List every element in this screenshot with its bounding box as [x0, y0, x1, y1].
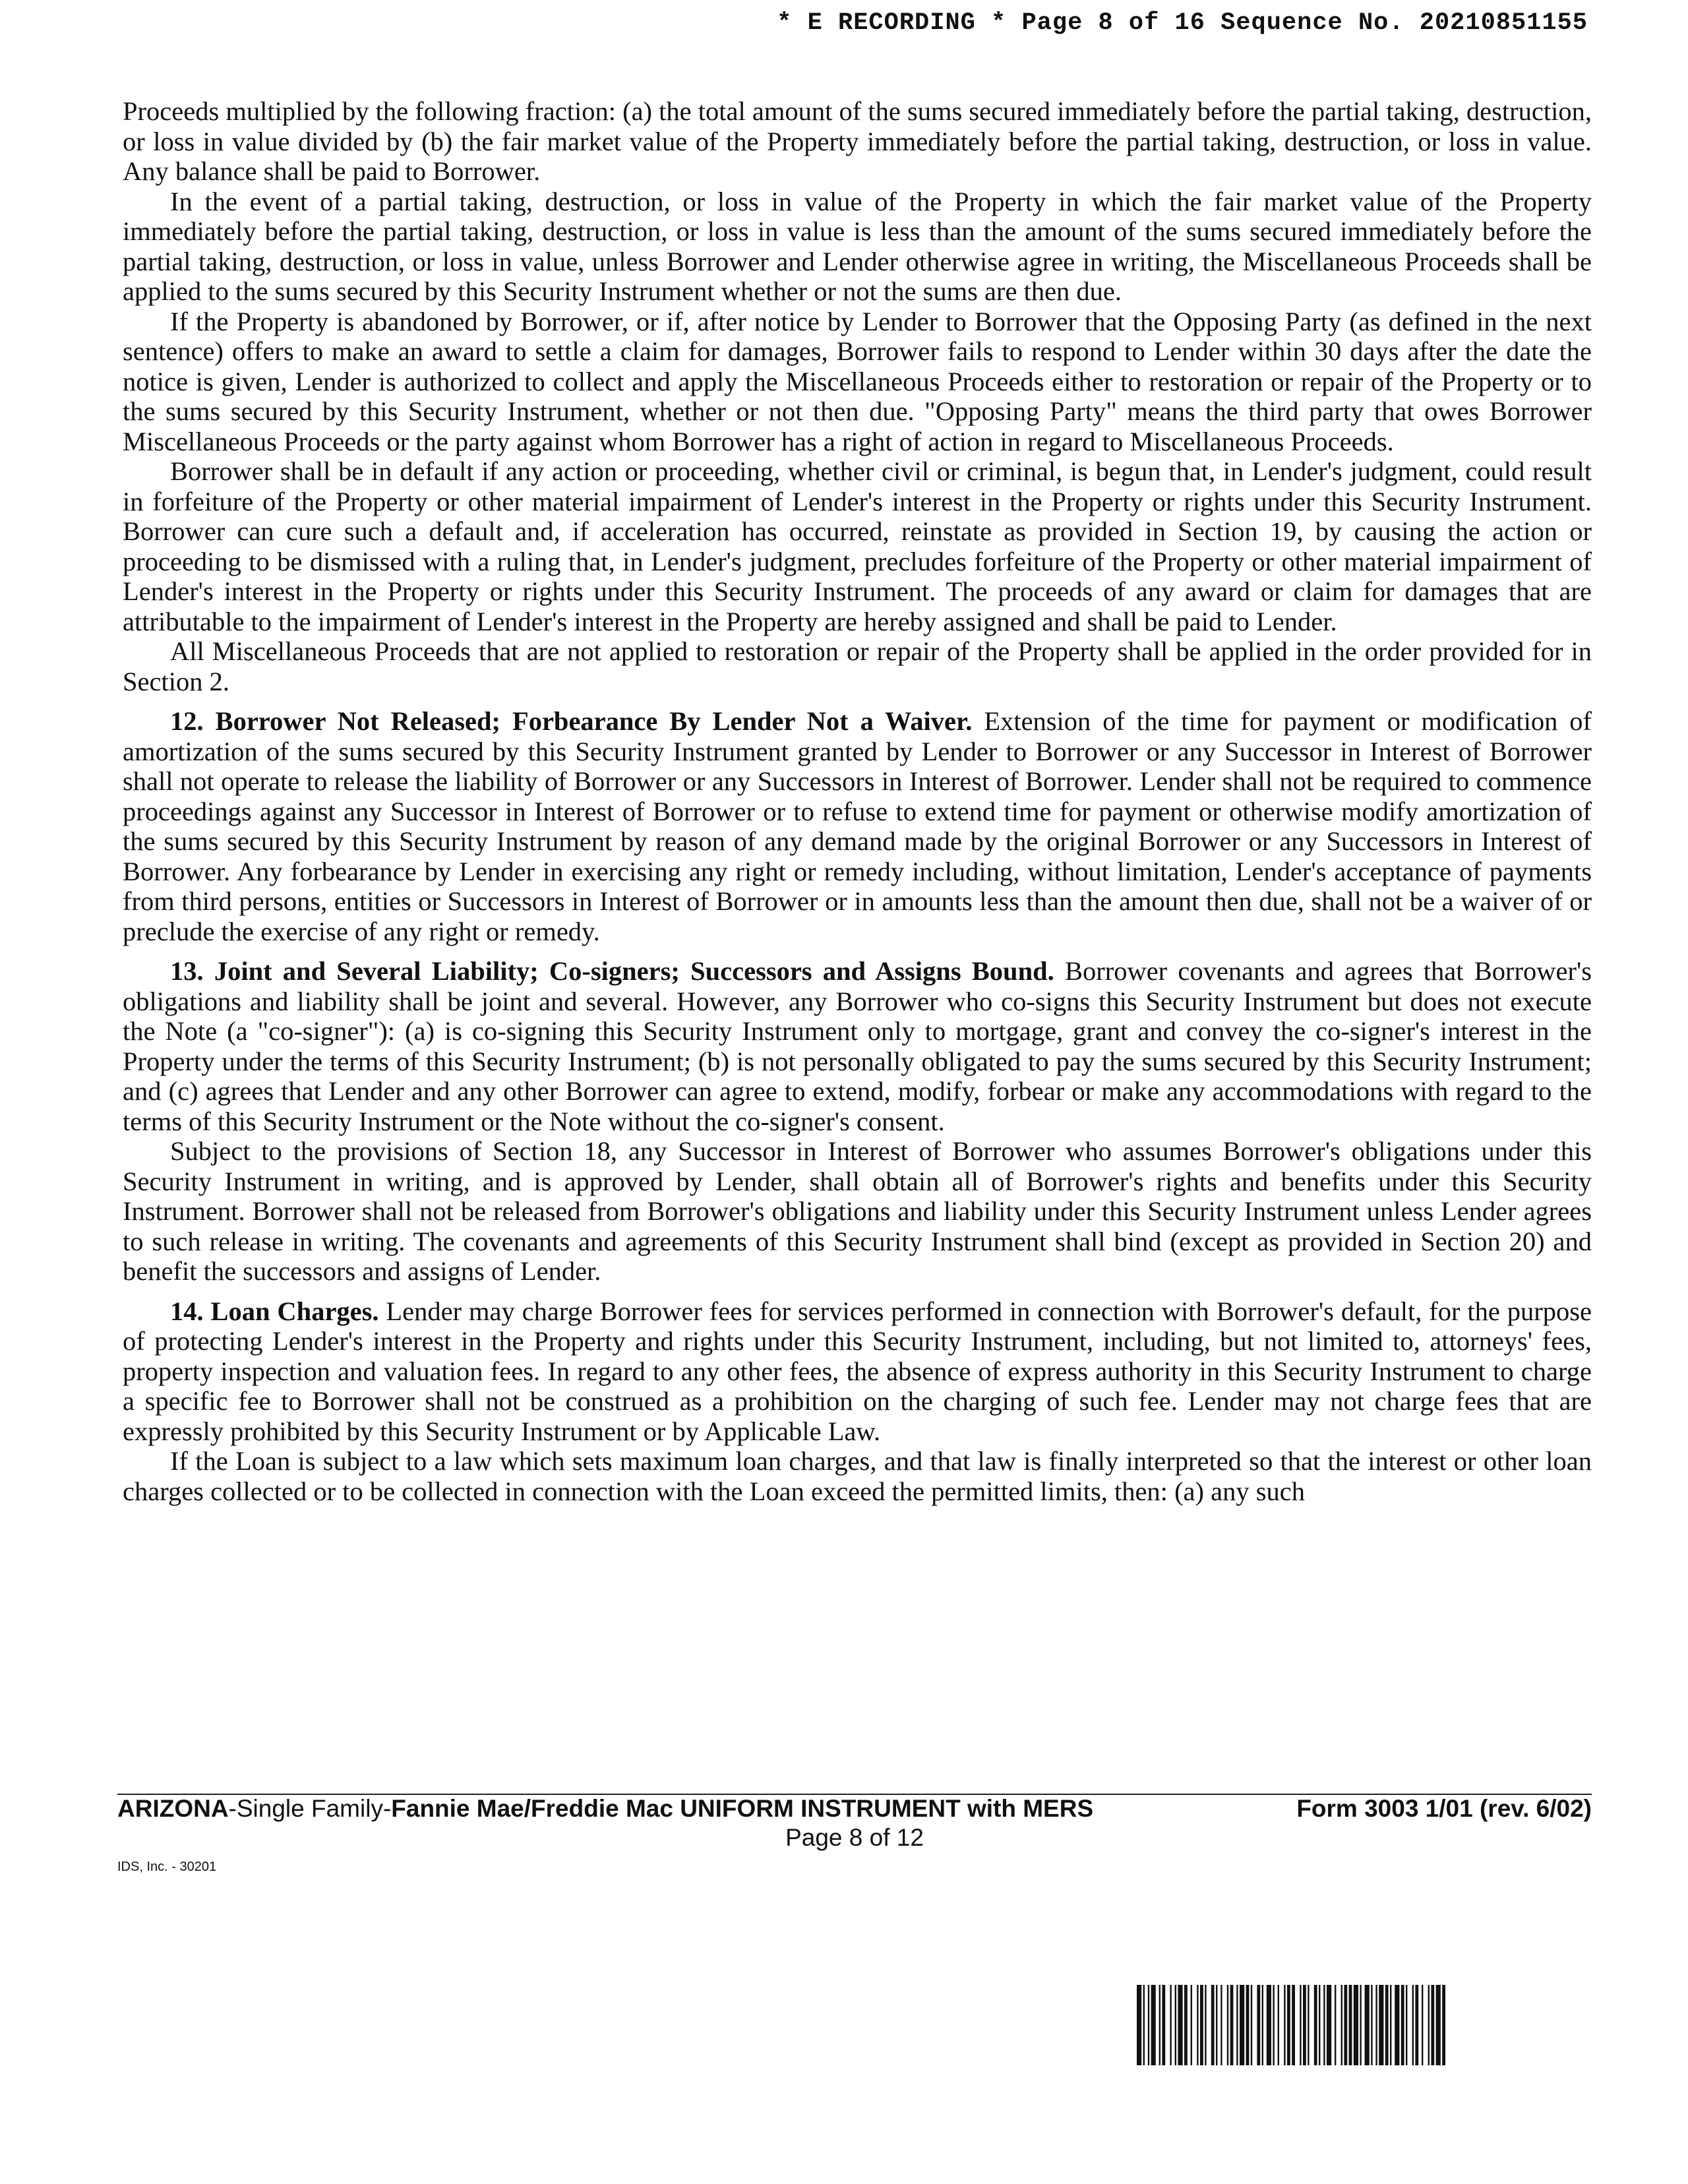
section-14-title: 14. Loan Charges. [170, 1296, 379, 1326]
barcode-bar [1335, 1985, 1336, 2065]
barcode-bar [1308, 1985, 1309, 2065]
barcode-bar [1395, 1985, 1399, 2065]
paragraph-proceeds-fraction: Proceeds multiplied by the following fraction: (a) the total amount of the sums secured immediately before the partial taking, destruction, or loss in value divided by (b) the fair market value of the Property immediately before the partial taking, destruction, or loss in value. Any balance shall be paid to Borrower. [123, 96, 1592, 186]
barcode-bar [1341, 1985, 1342, 2065]
barcode-bar [1184, 1985, 1188, 2065]
section-14 [123, 1296, 1592, 1447]
barcode-bar [1170, 1985, 1171, 2065]
barcode-bar [1422, 1985, 1423, 2065]
barcode-bar [1262, 1985, 1263, 2065]
paragraph-misc-proceeds: All Miscellaneous Proceeds that are not applied to restoration or repair of the Property shall be applied in the order provided for in Section 2. [123, 636, 1592, 696]
barcode-bar [1390, 1985, 1391, 2065]
barcode-bar [1379, 1985, 1383, 2065]
footer-page-number: Page 8 of 12 [785, 1824, 924, 1851]
barcode-bar [1385, 1985, 1389, 2065]
barcode-bar [1323, 1985, 1325, 2065]
barcode-bar [1236, 1985, 1238, 2065]
barcode-bar [1287, 1985, 1290, 2065]
barcode-bar [1137, 1985, 1141, 2065]
barcode-bar [1273, 1985, 1274, 2065]
barcode-bar [1360, 1985, 1361, 2065]
section-12-text: Extension of the time for payment or modification of amortization of the sums secured by this Security Instrument granted by Lender to Borrower or any Successor in Interest of Borrower shall not operate to release the liability of Borrower or any Successors in Interest of Borrower. Lender shall not be required to commence proceedings against any Successor in Interest of Borrower or to refuse to extend time for payment or otherwise modify amortization of the sums secured by this Security Instrument by reason of any demand made by the original Borrower or any Successors in Interest of Borrower. Any forbearance by Lender in exercising any right or remedy including, without limitation, Lender's acceptance of payments from third persons, entities or Successors in Interest of Borrower or in amounts less than the amount then due, shall not be a waiver of or preclude the exercise of any right or remedy. [123, 706, 1592, 946]
barcode-bar [1428, 1985, 1430, 2065]
barcode-bar [1327, 1985, 1331, 2065]
section-13 [123, 956, 1592, 1136]
section-14-paragraph-2: If the Loan is subject to a law which sets maximum loan charges, and that law is finally interpreted so that the interest or other loan charges collected or to be collected in connection with the Loan exceed the permitted limits, then: (a) any such [123, 1446, 1592, 1506]
barcode-bar [1211, 1985, 1215, 2065]
barcode-bar [1227, 1985, 1228, 2065]
barcode-bar [1415, 1985, 1418, 2065]
barcode-bar [1159, 1985, 1160, 2065]
barcode-bar [1406, 1985, 1407, 2065]
section-14-text: Lender may charge Borrower fees for services performed in connection with Borrower's default, for the purpose of protecting Lender's interest in the Property and rights under this Security Instrument, including, but not limited to, attorneys' fees, property inspection and valuation fees. In regard to any other fees, the absence of express authority in this Security Instrument to charge a specific fee to Borrower shall not be construed as a prohibition on the charging of such fee. Lender may not charge fees that are expressly prohibited by this Security Instrument or by Applicable Law. [123, 1296, 1592, 1446]
footer-instrument: Fannie Mae/Freddie Mac UNIFORM INSTRUMENT with MERS [391, 1795, 1094, 1822]
barcode-bar [1319, 1985, 1320, 2065]
paragraph-partial-taking: In the event of a partial taking, destruction, or loss in value of the Property in which the fair market value of the Property immediately before the partial taking, destruction, or loss in value is less than the amount of the sums secured immediately before the partial taking, destruction, or loss in value, unless Borrower and Lender otherwise agree in writing, the Miscellaneous Proceeds shall be applied to the sums secured by this Security Instrument whether or not the sums are then due. [123, 186, 1592, 306]
barcode-bar [1221, 1985, 1222, 2065]
barcode-bar [1251, 1985, 1252, 2065]
section-13-text: Borrower covenants and agrees that Borrower's obligations and liability shall be joint and several. However, any Borrower who co-signs this Security Instrument but does not execute the Note (a "co-signer"): (a) is co-signing this Security Instrument only to mortgage, grant and convey the co-signer's interest in the Property under the terms of this Security Instrument; (b) is not personally obligated to pay the sums secured by this Security Instrument; and (c) agrees that Lender and any other Borrower can agree to extend, modify, forbear or make any accommodations with regard to the terms of this Security Instrument or the Note without the co-signer's consent. [123, 956, 1592, 1136]
barcode-bar [1375, 1985, 1377, 2065]
paragraph-abandoned-property: If the Property is abandoned by Borrower, or if, after notice by Lender to Borrower that the Opposing Party (as defined in the next sentence) offers to make an award to settle a claim for damages, Borrower fails to respond to Lender within 30 days after the date the notice is given, Lender is authorized to collect and apply the Miscellaneous Proceeds either to restoration or repair of the Property or to the sums secured by this Security Instrument, whether or not then due. "Opposing Party" means the third party that owes Borrower Miscellaneous Proceeds or the party against whom Borrower has a right of action in regard to Miscellaneous Proceeds. [123, 306, 1592, 456]
section-12 [123, 706, 1592, 946]
barcode-bar [1365, 1985, 1370, 2065]
barcode-bar [1436, 1985, 1441, 2065]
barcode-bar [1401, 1985, 1404, 2065]
barcode-bar [1178, 1985, 1182, 2065]
barcode-bar [1284, 1985, 1285, 2065]
barcode-bar [1143, 1985, 1145, 2065]
paragraph-default-action: Borrower shall be in default if any action or proceeding, whether civil or criminal, is begun that, in Lender's judgment, could result in forfeiture of the Property or other material impairment of Lender's interest in the Property or rights under this Security Instrument. Borrower can cure such a default and, if acceleration has occurred, reinstate as provided in Section 19, by causing the action or proceeding to be dismissed with a ruling that, in Lender's judgment, precludes forfeiture of the Property or other material impairment of Lender's interest in the Property or rights under this Security Instrument. The proceeds of any award or claim for damages that are attributable to the impairment of Lender's interest in the Property are hereby assigned and shall be paid to Lender. [123, 456, 1592, 636]
barcode-bar [1442, 1985, 1445, 2065]
form-footer [117, 1795, 1592, 1851]
barcode-bar [1412, 1985, 1414, 2065]
document-body [123, 96, 1592, 1506]
footer-instrument-name [117, 1795, 1093, 1823]
barcode-bar [1300, 1985, 1301, 2065]
barcode-bar [1292, 1985, 1295, 2065]
barcode-bar [1197, 1985, 1198, 2065]
section-12-title: 12. Borrower Not Released; Forbearance By Lender Not a Waiver. [170, 706, 973, 736]
barcode-bar [1354, 1985, 1358, 2065]
barcode-image [1135, 1985, 1581, 2065]
footer-property-type: -Single Family- [228, 1795, 392, 1822]
barcode-bar [1162, 1985, 1165, 2065]
barcode-bar [1267, 1985, 1271, 2065]
barcode-bar [1303, 1985, 1306, 2065]
barcode-bar [1191, 1985, 1192, 2065]
footer-state: ARIZONA [117, 1795, 229, 1822]
barcode-bar [1205, 1985, 1206, 2065]
barcode-bar [1200, 1985, 1203, 2065]
barcode-bar [1257, 1985, 1260, 2065]
barcode-bar [1240, 1985, 1244, 2065]
barcode-bar [1246, 1985, 1250, 2065]
barcode-bar [1230, 1985, 1234, 2065]
footer-form-number: Form 3003 1/01 (rev. 6/02) [1296, 1795, 1592, 1822]
barcode-bar [1344, 1985, 1347, 2065]
barcode-bar [1148, 1985, 1149, 2065]
recording-header: * E RECORDING * Page 8 of 16 Sequence No. 20210851155 [777, 9, 1588, 37]
barcode-bar [1314, 1985, 1317, 2065]
barcode-bar [1151, 1985, 1156, 2065]
barcode-bar [1371, 1985, 1372, 2065]
barcode-bar [1278, 1985, 1279, 2065]
barcode-bar [1349, 1985, 1352, 2065]
barcode-bar [1175, 1985, 1176, 2065]
section-13-paragraph-2: Subject to the provisions of Section 18, any Successor in Interest of Borrower who assumes Borrower's obligations under this Security Instrument in writing, and is approved by Lender, shall obtain all of Borrower's rights and benefits under this Security Instrument. Borrower shall not be released from Borrower's obligations and liability under this Security Instrument unless Lender agrees to such release in writing. The covenants and agreements of this Security Instrument shall bind (except as provided in Section 20) and benefit the successors and assigns of Lender. [123, 1136, 1592, 1286]
barcode-bar [1431, 1985, 1434, 2065]
section-13-title: 13. Joint and Several Liability; Co-signers; Successors and Assigns Bound. [170, 956, 1054, 986]
vendor-code: IDS, Inc. - 30201 [117, 1860, 217, 1874]
barcode-bar [1216, 1985, 1217, 2065]
